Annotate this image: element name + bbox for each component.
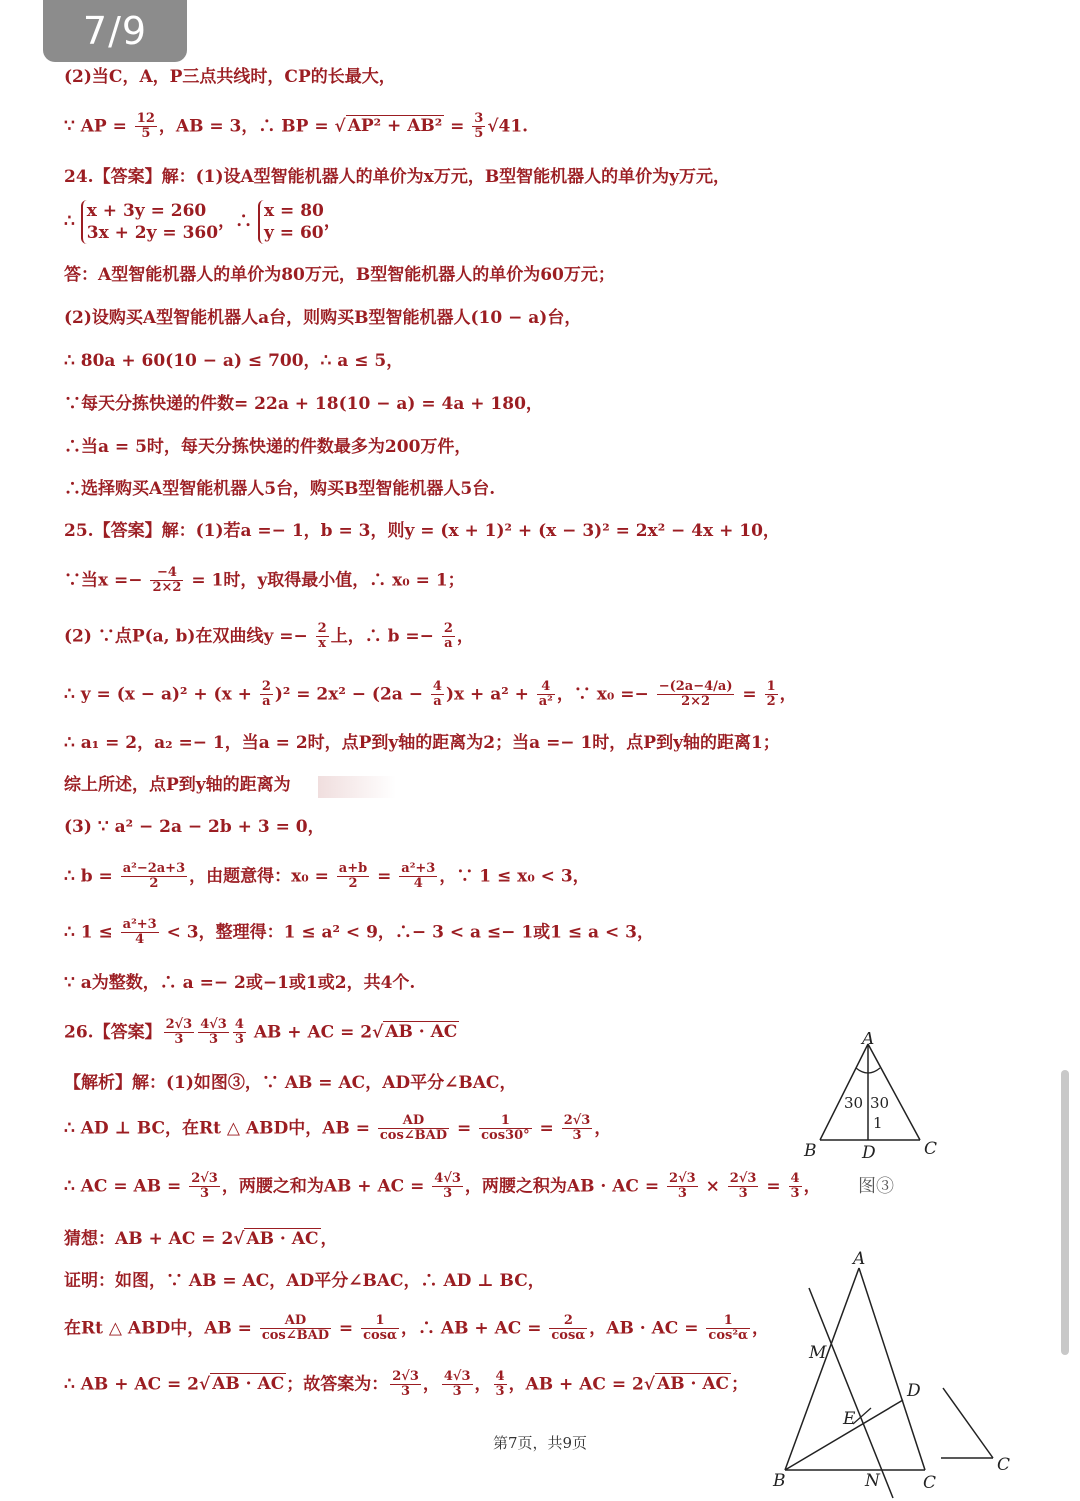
text-line: (2) ∵点P(a, b)在双曲线y =− $\frac{2}{x}$ 上，∴ b =− $\frac{2}{a}$ ， xyxy=(64,621,474,652)
text-line: ∴选择购买A型智能机器人5台，购买B型智能机器人5台. xyxy=(64,479,496,499)
text-line: ∵每天分拣快递的件数= 22a + 18(10 − a) = 4a + 180， xyxy=(64,394,543,414)
text-line: ∴ y = (x − a)² + (x + $\frac{2}{a}$ )² = 2x² − (2a − $\frac{4}{a}$ )x + a² + $\frac{4}{\text{a²}}$ ，∵ x₀ =− $\frac{-(2a-4/a)}{2\times 2}$ = $\frac{1}{2}$ ， xyxy=(64,679,797,710)
text-line: ∴当a = 5时，每天分拣快递的件数最多为200万件， xyxy=(64,437,472,457)
svg-text:D: D xyxy=(907,1381,921,1401)
text-line: 25.【答案】解：(1)若a =− 1，b = 3，则y = (x + 1)² + (x − 3)² = 2x² − 4x + 10， xyxy=(64,521,780,541)
equation-system: x + 3y = 260 3x + 2y = 360 xyxy=(81,200,218,244)
text-line: ∴ AB + AC = 2√ AB · AC ；故答案为： $\frac{2√3}{3}$ ， $\frac{4√3}{3}$ ， $\frac{4}{3}$ ，AB + AC = 2√ AB · AC ； xyxy=(64,1369,749,1400)
svg-text:1: 1 xyxy=(873,1114,883,1132)
text-span: ，AB = 3，∴ BP = √ xyxy=(158,116,346,137)
svg-text:B: B xyxy=(804,1141,817,1161)
svg-text:C: C xyxy=(997,1455,1011,1475)
svg-text:A: A xyxy=(862,1032,875,1049)
sqrt-content: AP² + AB² xyxy=(347,116,443,137)
svg-text:C: C xyxy=(923,1473,937,1493)
svg-text:D: D xyxy=(862,1143,876,1162)
svg-text:30: 30 xyxy=(870,1094,890,1112)
figure-3-isosceles-triangle xyxy=(800,1032,950,1162)
text-line: 在Rt △ ABD中，AB = $\frac{AD}{\text{cos∠BAD}}$ = $\frac{1}{\cos\alpha}$ ，∴ AB + AC = $\frac{2}{\cos\alpha}$ ，AB · AC = $\frac{1}{\text{cos²α}}$ ， xyxy=(64,1313,770,1344)
text-line: ∴ 80a + 60(10 − a) ≤ 700，∴ a ≤ 5， xyxy=(64,351,404,371)
text-line: (2)当C，A，P三点共线时，CP的长最大， xyxy=(64,67,396,87)
text-line: 猜想：AB + AC = 2√ AB · AC ， xyxy=(64,1229,338,1249)
text-line: (2)设购买A型智能机器人a台，则购买B型智能机器人(10 − a)台， xyxy=(64,308,582,328)
text-line: ∴ 1 ≤ $\frac{\text{a²+3}}{4}$ < 3，整理得：1 ≤ a² < 9，∴− 3 < a ≤− 1或1 ≤ a < 3， xyxy=(64,917,654,948)
text-span: ∵ AP = xyxy=(64,116,133,137)
text-line: ∴ AC = AB = $\frac{2√3}{3}$ ，两腰之和为AB + AC = $\frac{4√3}{3}$ ，两腰之积为AB · AC = $\frac{2√3}{3}$ × $\frac{2√3}{3}$ = $\frac{4}{3}$ ， xyxy=(64,1171,821,1202)
therefore-symbol: ∴ xyxy=(64,211,75,232)
text-line xyxy=(64,112,528,142)
svg-text:B: B xyxy=(773,1471,786,1491)
text-line: 证明：如图，∵ AB = AC，AD平分∠BAC，∴ AD ⊥ BC， xyxy=(64,1271,545,1291)
svg-text:E: E xyxy=(843,1409,856,1429)
text-line: ∴ a₁ = 2，a₂ =− 1，当a = 2时，点P到y轴的距离为2；当a =− 1时，点P到y轴的距离1； xyxy=(64,733,780,753)
text-line: 26.【答案】 $\frac{2√3}{3}$ $\frac{4√3}{3}$ $\frac{4}{3}$ AB + AC = 2√ AB · AC xyxy=(64,1017,458,1048)
text-line: 答：A型智能机器人的单价为80万元，B型智能机器人的单价为60万元； xyxy=(64,265,615,285)
text-line: ∴ b = $\frac{\text{a²−2a+3}}{2}$ ，由题意得：x₀ = $\frac{a+b}{2}$ = $\frac{\text{a²+3}}{4}$ ，∵ 1 ≤ x₀ < 3， xyxy=(64,861,590,892)
text-line: ∴ AD ⊥ BC，在Rt △ ABD中，AB = $\frac{AD}{\text{cos∠BAD}}$ = $\frac{1}{\cos 30^\circ}$ = $\frac{2√3}{3}$ ， xyxy=(64,1113,612,1144)
blurred-region xyxy=(318,776,396,798)
text-span: √41. xyxy=(487,116,529,137)
solution-system: x = 80 y = 60 xyxy=(258,200,324,244)
svg-text:A: A xyxy=(853,1249,866,1269)
text-line: (3) ∵ a² − 2a − 2b + 3 = 0， xyxy=(64,817,325,837)
svg-text:N: N xyxy=(865,1471,880,1491)
text-line: 综上所述，点P到y轴的距离为 xyxy=(64,775,291,795)
fraction: $\frac{12}{5}$ xyxy=(136,111,155,142)
text-line: 24.【答案】解：(1)设A型智能机器人的单价为x万元，B型智能机器人的单价为y万元， xyxy=(64,167,731,187)
svg-text:M: M xyxy=(809,1343,827,1363)
equation-system-line: ∴ x + 3y = 260 3x + 2y = 360 ，∴ x = 80 y = 60 ， xyxy=(64,201,341,244)
figure-3-caption: 图③ xyxy=(858,1176,894,1197)
text-line: 【解析】解：(1)如图③，∵ AB = AC，AD平分∠BAC， xyxy=(64,1073,517,1093)
figure-4-triangle-construction xyxy=(765,1248,1025,1500)
page-footer: 第7页，共9页 xyxy=(492,1434,588,1452)
text-line: ∵当x =− $\frac{-4}{2\times 2}$ = 1时，y取得最小值，∴ x₀ = 1； xyxy=(64,565,465,596)
text-line: ∵ a为整数，∴ a =− 2或−1或1或2，共4个. xyxy=(64,973,416,993)
text-span: = xyxy=(444,116,471,137)
fraction: $\frac{3}{5}$ xyxy=(474,111,484,142)
svg-text:30: 30 xyxy=(844,1094,864,1112)
scrollbar-thumb[interactable] xyxy=(1061,1070,1069,1355)
page-indicator-badge: 7/9 xyxy=(43,0,187,62)
svg-text:C: C xyxy=(924,1139,938,1159)
